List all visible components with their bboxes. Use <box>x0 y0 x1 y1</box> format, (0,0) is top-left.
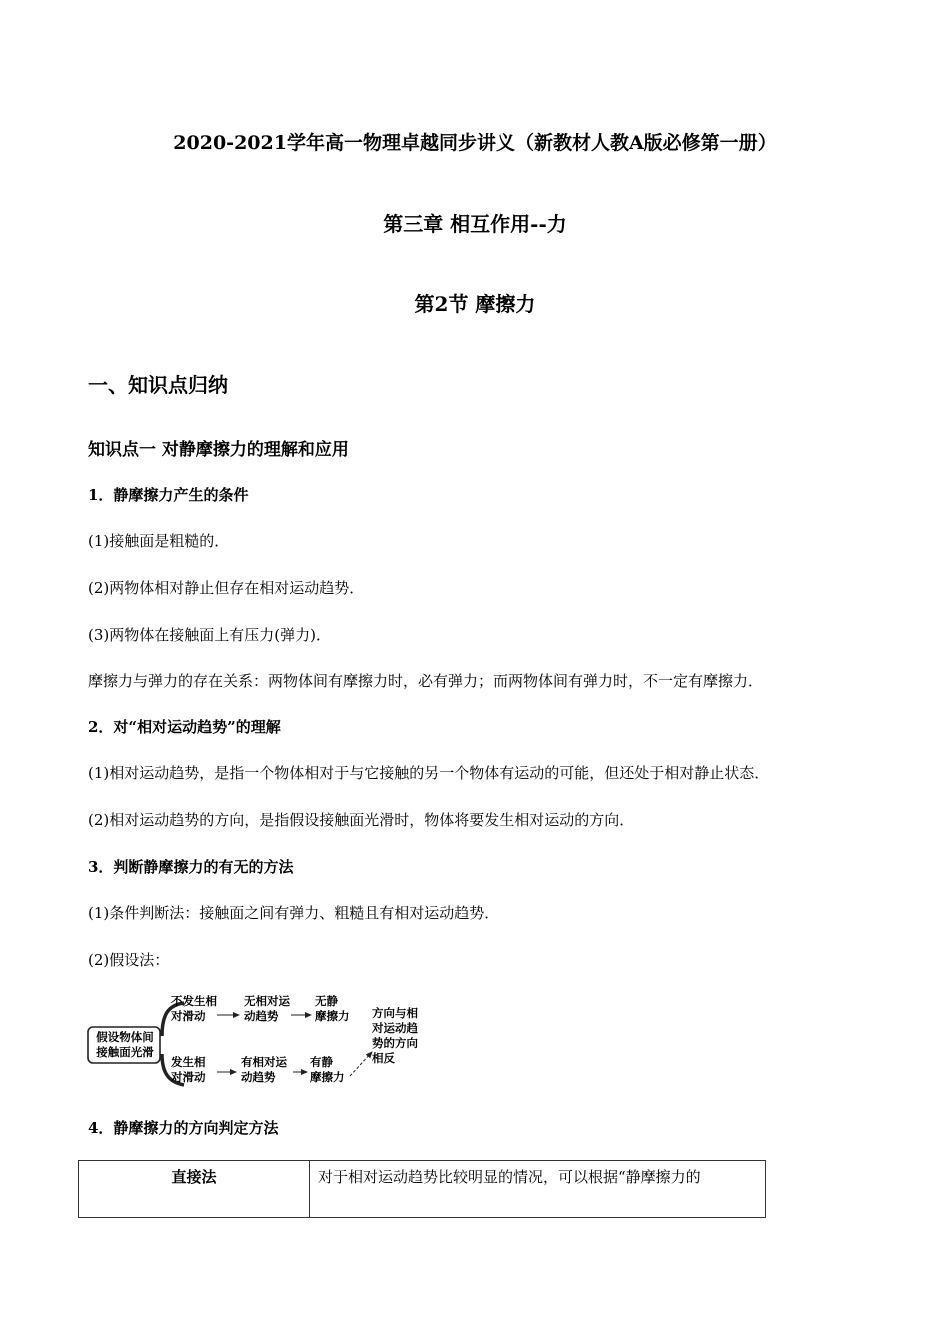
table-row <box>79 1161 766 1218</box>
assumption-method-diagram <box>86 990 436 1090</box>
subsection-4-heading: 4．静摩擦力的方向判定方法 <box>88 1119 279 1137</box>
direction-method-table <box>78 1160 766 1218</box>
top-step-1: 不发生相 对滑动 <box>171 994 217 1023</box>
paragraph: (2)假设法： <box>88 951 170 969</box>
top-step-2: 无相对运 动趋势 <box>244 994 290 1023</box>
root-label: 假设物体间 接触面光滑 <box>96 1030 154 1059</box>
paragraph: (1)相对运动趋势，是指一个物体相对于与它接触的另一个物体有运动的可能，但还处于相对静止状态． <box>88 764 770 782</box>
part-heading: 一、知识点归纳 <box>88 373 228 397</box>
dashed-arrow <box>350 1052 372 1076</box>
paragraph: (1)接触面是粗糙的． <box>88 532 230 550</box>
top-step-3: 无静 摩擦力 <box>315 994 350 1023</box>
subsection-2-heading: 2．对“相对运动趋势”的理解 <box>88 718 281 736</box>
paragraph: (2)两物体相对静止但存在相对运动趋势． <box>88 579 365 597</box>
chapter-title: 第三章 相互作用--力 <box>383 212 567 236</box>
bottom-step-3: 有静 摩擦力 <box>310 1055 345 1084</box>
paragraph: (3)两物体在接触面上有压力(弹力)． <box>88 626 331 644</box>
bottom-step-2: 有相对运 动趋势 <box>241 1055 287 1084</box>
bottom-step-1: 发生相 对滑动 <box>171 1055 206 1084</box>
paragraph: (2)相对运动趋势的方向，是指假设接触面光滑时，物体将要发生相对运动的方向． <box>88 811 635 829</box>
method-name-cell: 直接法 <box>79 1161 310 1218</box>
method-description-cell: 对于相对运动趋势比较明显的情况，可以根据“静摩擦力的 <box>310 1161 766 1218</box>
paragraph: 摩擦力与弹力的存在关系：两物体间有摩擦力时，必有弹力；而两物体间有弹力时，不一定有摩擦力． <box>88 672 764 690</box>
section-title: 第2节 摩擦力 <box>414 292 536 316</box>
paragraph: (1)条件判断法：接触面之间有弹力、粗糙且有相对运动趋势． <box>88 904 500 922</box>
conclusion-label: 方向与相 对运动趋 势的方向 相反 <box>372 1006 418 1065</box>
subsection-1-heading: 1．静摩擦力产生的条件 <box>88 486 249 504</box>
document-title: 2020-2021学年高一物理卓越同步讲义（新教材人教A版必修第一册） <box>173 132 777 154</box>
subsection-3-heading: 3．判断静摩擦力的有无的方法 <box>88 858 294 876</box>
knowledge-point-heading: 知识点一 对静摩擦力的理解和应用 <box>88 440 349 460</box>
